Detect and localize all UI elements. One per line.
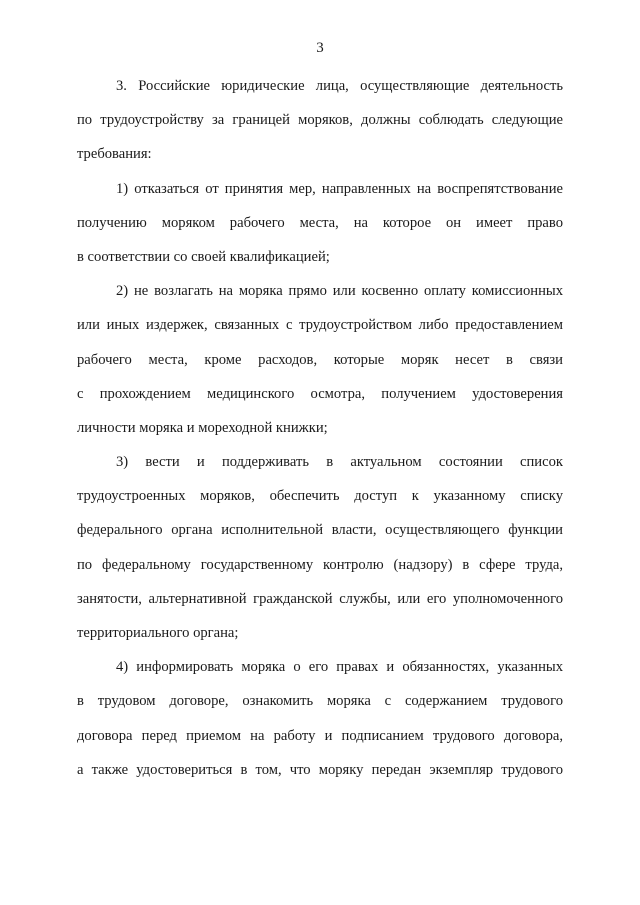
paragraph-line: 1) отказаться от принятия мер, направленных на воспрепятствование (116, 180, 563, 197)
paragraph-line: 3. Российские юридические лица, осуществляющие деятельность (116, 78, 563, 94)
paragraph-line: 2) не возлагать на моряка прямо или косвенно оплату комиссионных (116, 283, 563, 300)
paragraph-line: занятости, альтернативной гражданской службы, или его уполномоченного (77, 590, 563, 607)
paragraph-line: по трудоустройству за границей моряков, должны соблюдать следующие (77, 112, 563, 129)
paragraph-line: личности моряка и мореходной книжки; (77, 419, 328, 436)
paragraph-line: трудоустроенных моряков, обеспечить доступ к указанному списку (77, 488, 563, 505)
paragraph-line: в соответствии со своей квалификацией; (77, 248, 330, 265)
paragraph-line: или иных издержек, связанных с трудоустройством либо предоставлением (77, 317, 563, 334)
paragraph-line: территориального органа; (77, 625, 239, 641)
paragraph-line: договора перед приемом на работу и подписанием трудового договора, (77, 727, 563, 744)
paragraph-line: по федеральному государственному контролю (надзору) в сфере труда, (77, 556, 563, 573)
paragraph-line: федерального органа исполнительной власти, осуществляющего функции (77, 522, 563, 539)
page-number: 3 (316, 40, 324, 56)
paragraph-line: требования: (77, 146, 152, 163)
paragraph-line: рабочего места, кроме расходов, которые моряк несет в связи (77, 351, 563, 368)
paragraph-line: 3) вести и поддерживать в актуальном состоянии список (116, 454, 563, 471)
paragraph-line: а также удостовериться в том, что моряку передан экземпляр трудового (77, 761, 563, 778)
paragraph-line: 4) информировать моряка о его правах и обязанностях, указанных (116, 659, 563, 676)
document-body (77, 69, 563, 787)
paragraph-line: с прохождением медицинского осмотра, получением удостоверения (77, 385, 563, 402)
paragraph-line: получению моряком рабочего места, на которое он имеет право (77, 214, 563, 231)
paragraph-line: в трудовом договоре, ознакомить моряка с содержанием трудового (77, 693, 563, 710)
